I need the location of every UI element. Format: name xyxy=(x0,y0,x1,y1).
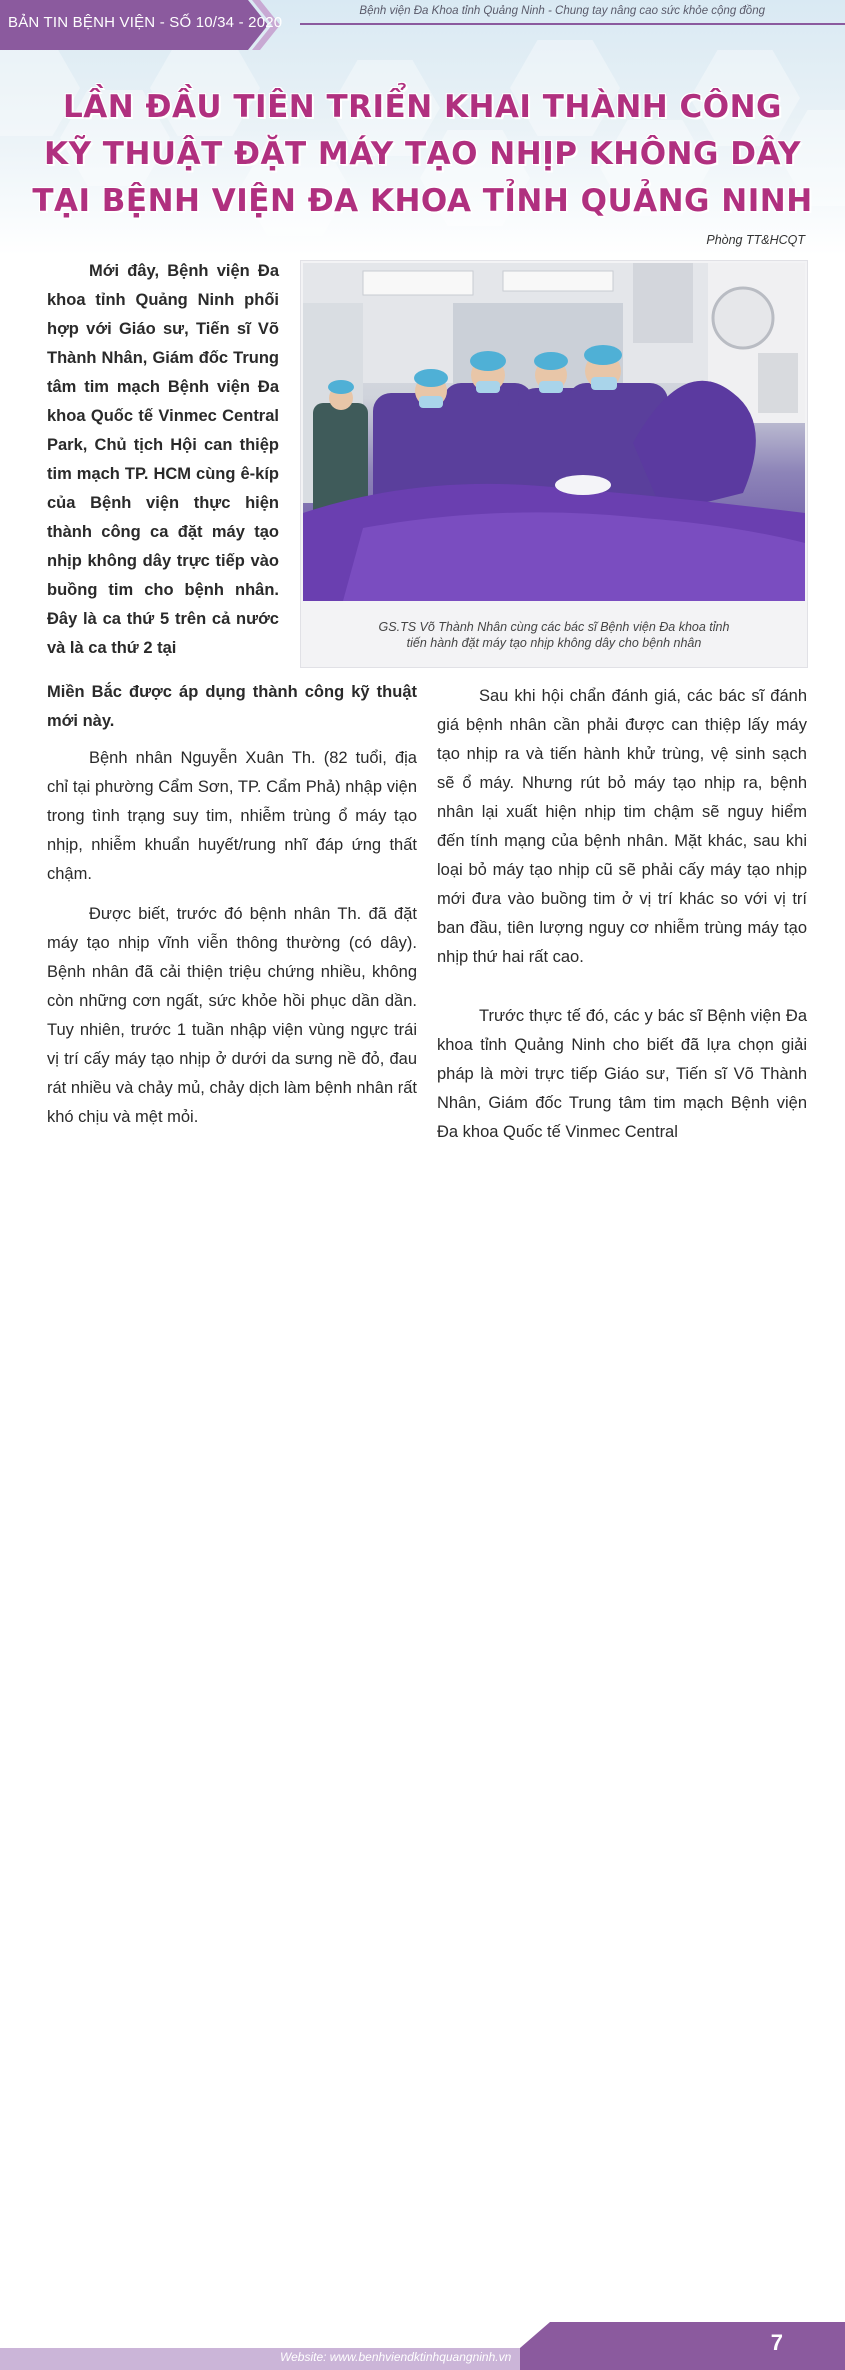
footer xyxy=(0,1170,845,2364)
intro-paragraph-continued: Miền Bắc được áp dụng thành công kỹ thuật mới này. xyxy=(47,683,417,730)
figure-caption xyxy=(311,619,797,651)
surgery-photo-illustration xyxy=(303,263,805,601)
intro-paragraph: Mới đây, Bệnh viện Đa khoa tỉnh Quảng Ninh phối hợp với Giáo sư, Tiến sĩ Võ Thành Nhân, Giám đốc Trung tâm tim mạch Bệnh viện Đa khoa Quốc tế Vinmec Central Park, Chủ tịch Hội can thiệp tim mạch TP. HCM cùng ê-kíp của Bệnh viện thực hiện thành công ca đặt máy tạo nhịp không dây trực tiếp vào buồng tim cho bệnh nhân. Đây là ca thứ 5 trên cả nước và là ca thứ 2 tại xyxy=(47,262,279,657)
article-figure xyxy=(300,260,808,668)
bulletin-label: BẢN TIN BỆNH VIỆN - SỐ 10/34 - 2020 xyxy=(8,14,283,31)
title-line-3: TẠI BỆNH VIỆN ĐA KHOA TỈNH QUẢNG NINH xyxy=(32,183,813,219)
header-band xyxy=(0,0,845,50)
paragraph-patient: Bệnh nhân Nguyễn Xuân Th. (82 tuổi, địa chỉ tại phường Cẩm Sơn, TP. Cẩm Phả) nhập viện trong tình trạng suy tim, nhiễm trùng ổ máy tạo nhịp, nhiễm khuẩn huyết/rung nhĩ đáp ứng thất chậm. xyxy=(47,749,417,883)
hospital-tagline: Bệnh viện Đa Khoa tỉnh Quảng Ninh - Chung tay nâng cao sức khỏe cộng đồng xyxy=(359,5,765,17)
paragraph-history: Được biết, trước đó bệnh nhân Th. đã đặt máy tạo nhịp vĩnh viễn thông thường (có dây). Bệnh nhân đã cải thiện triệu chứng nhiều, không còn những cơn ngất, sức khỏe hồi phục dần dần. Tuy nhiên, trước 1 tuần nhập viện vùng ngực trái vị trí cấy máy tạo nhịp ở dưới da sưng nề đỏ, đau rát nhiều và chảy mủ, chảy dịch làm bệnh nhân rất khó chịu và mệt mỏi. xyxy=(47,905,417,1126)
page-number: 7 xyxy=(770,2330,783,2355)
article-department: Phòng TT&HCQT xyxy=(706,233,805,247)
article-title xyxy=(0,84,845,225)
footer-website: Website: www.benhviendktinhquangninh.vn xyxy=(280,2350,512,2364)
header-rule xyxy=(300,23,845,25)
title-line-1: LẦN ĐẦU TIÊN TRIỂN KHAI THÀNH CÔNG xyxy=(62,89,782,125)
title-line-2: KỸ THUẬT ĐẶT MÁY TẠO NHỊP KHÔNG DÂY xyxy=(44,136,801,172)
paragraph-solution: Trước thực tế đó, các y bác sĩ Bệnh viện Đa khoa tỉnh Quảng Ninh cho biết đã lựa chọn giải pháp là mời trực tiếp Giáo sư, Tiến sĩ Võ Thành Nhân, Giám đốc Trung tâm tim mạch Bệnh viện Đa khoa Quốc tế Vinmec Central xyxy=(437,1007,807,1141)
paragraph-assessment: Sau khi hội chẩn đánh giá, các bác sĩ đánh giá bệnh nhân cần phải được can thiệp lấy máy tạo nhịp ra và tiến hành khử trùng, vệ sinh sạch sẽ ổ máy. Nhưng rút bỏ máy tạo nhịp ra, bệnh nhân lại xuất hiện nhịp tim chậm sẽ nguy hiểm đến tính mạng của bệnh nhân. Mặt khác, sau khi loại bỏ máy tạo nhịp cũ sẽ phải cấy máy tạo nhịp mới đưa vào buồng tim ở vị trí khác so với vị trí ban đầu, tiên lượng nguy cơ nhiễm trùng máy tạo nhịp thứ hai rất cao. xyxy=(437,687,807,966)
footer-page-tab xyxy=(520,2322,845,2370)
caption-line-2: tiến hành đặt máy tạo nhịp không dây cho bệnh nhân xyxy=(406,636,702,650)
caption-line-1: GS.TS Võ Thành Nhân cùng các bác sĩ Bệnh viện Đa khoa tỉnh xyxy=(378,620,730,634)
surgery-photo xyxy=(303,263,805,601)
